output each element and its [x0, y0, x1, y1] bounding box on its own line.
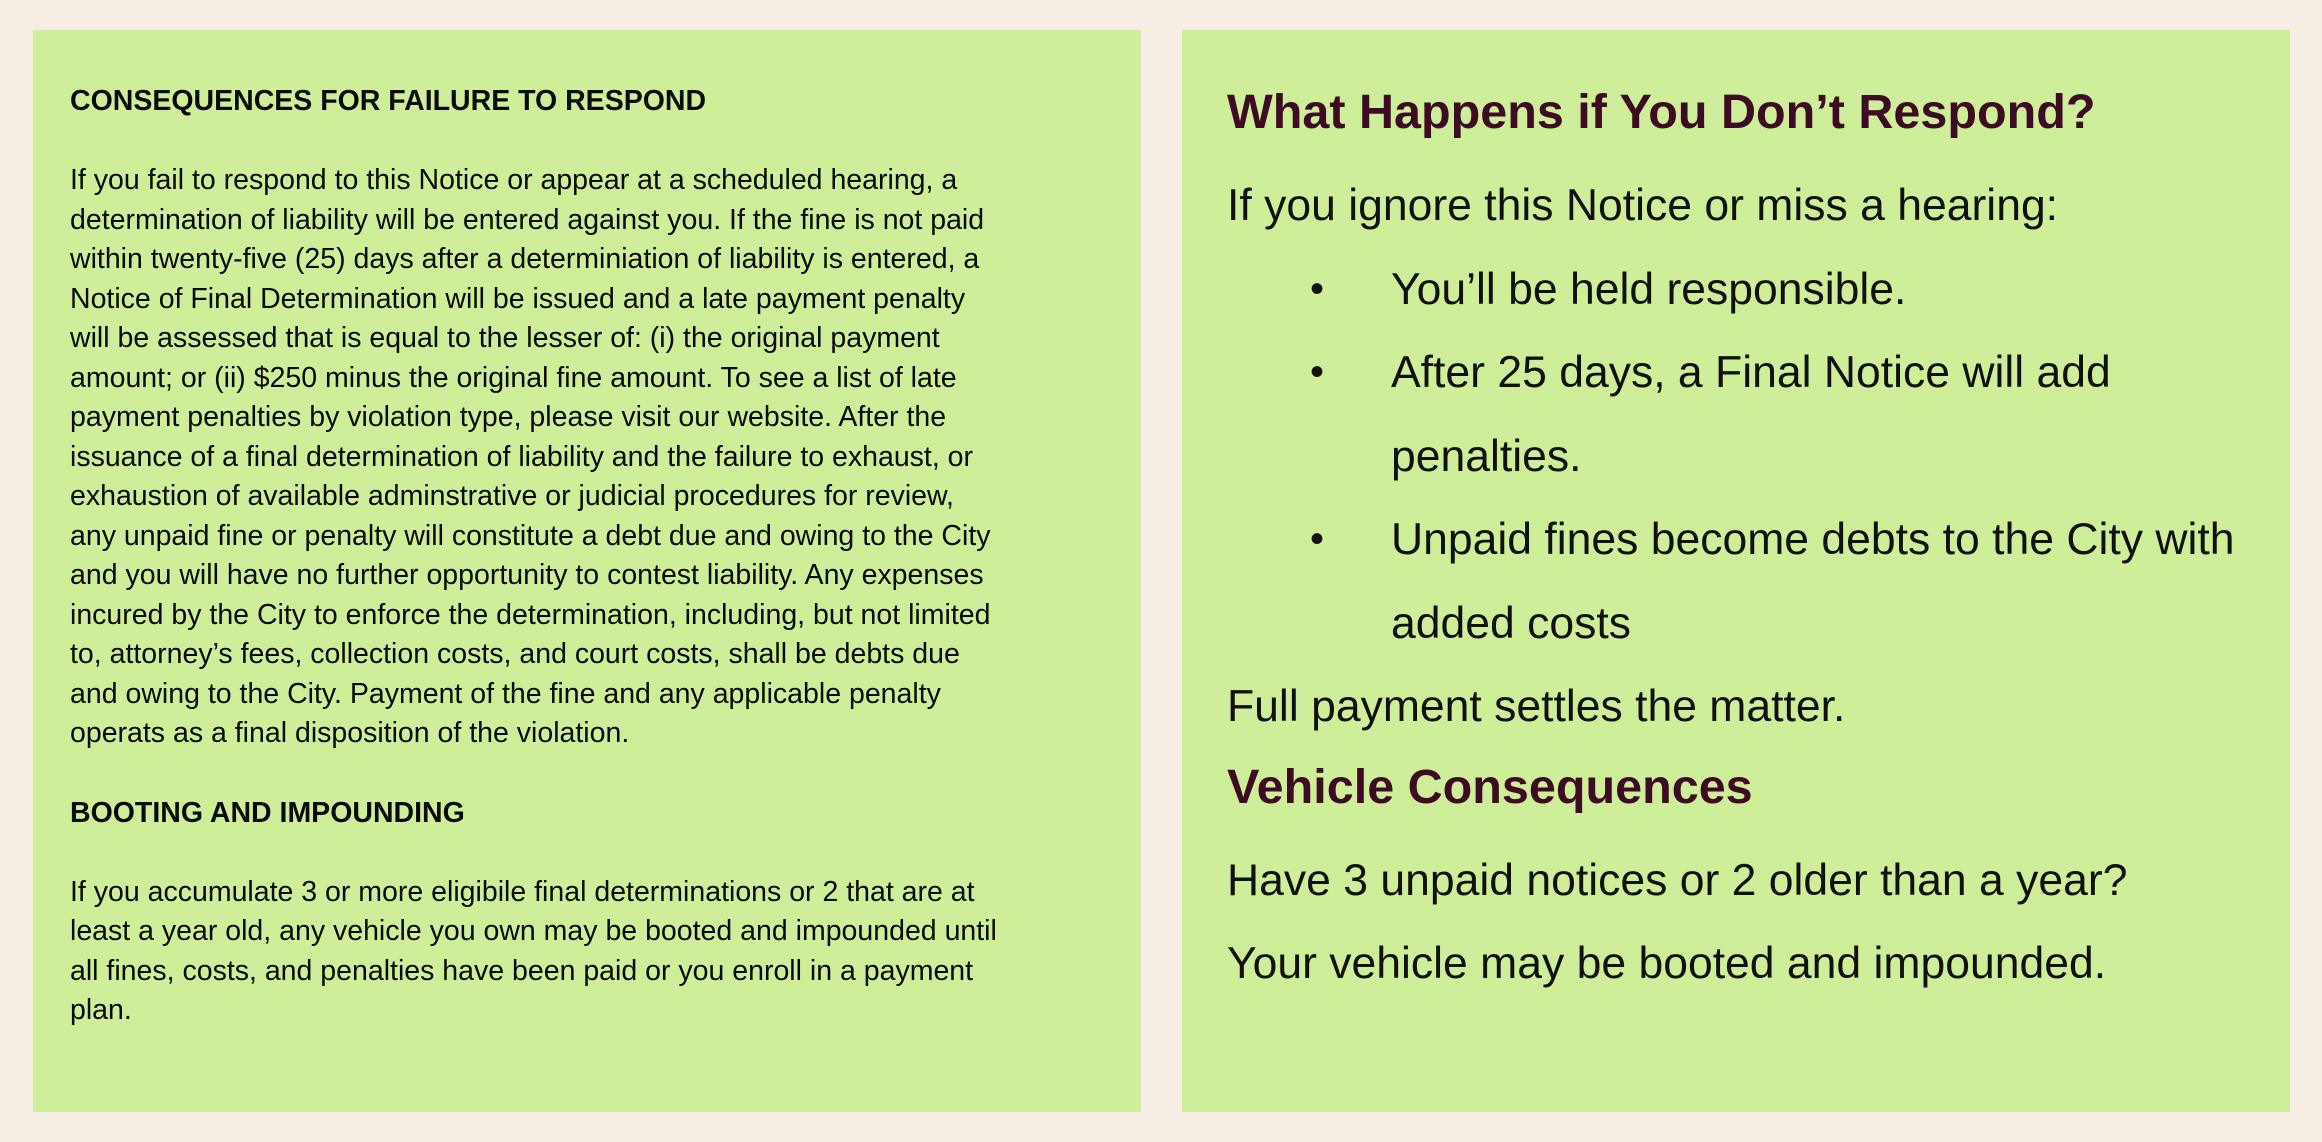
consequences-paragraph: If you fail to respond to this Notice or appear at a scheduled hearing, a determination of liability will be entered against you. If the fine is not paid within twenty-five (25) days after a determiniation of liability is entered, a Notice of Final Determination will be issued and a late payment penalty will be assessed that is equal to the lesser of: (i) the original payment amount; or (ii) $250 minus the original fine amount. To see a list of late payment penalties by violation type, please visit our website. After the issuance of a final determination of liability and the failure to exhaust, or exhaustion of available adminstrative or judicial procedures for review, any unpaid fine or penalty will constitute a debt due and owing to the City and you will have no further opportunity to contest liability. Any expenses incured by the City to enforce the determination, including, but not limited to, attorney’s fees, collection costs, and court costs, shall be debts due and owing to the City. Payment of the fine and any applicable penalty operats as a final disposition of the violation. [70, 164, 991, 749]
list-item-text: After 25 days, a Final Notice will add penalties. [1391, 348, 2111, 481]
what-happens-heading: What Happens if You Don’t Respond? [1227, 85, 2096, 139]
consequences-list [1227, 248, 2250, 666]
list-item [1227, 498, 2250, 665]
intro-text: If you ignore this Notice or miss a hearing: [1227, 181, 2059, 230]
plain-language-panel [1182, 30, 2290, 1112]
bullet-icon: • [1310, 266, 1325, 311]
consequences-heading: CONSEQUENCES FOR FAILURE TO RESPOND [70, 85, 707, 117]
vehicle-consequences-heading: Vehicle Consequences [1227, 759, 1753, 814]
booting-heading: BOOTING AND IMPOUNDING [70, 796, 465, 829]
list-item [1227, 248, 2250, 332]
list-item-text: You’ll be held responsible. [1391, 264, 1907, 314]
list-item-text: Unpaid fines become debts to the City with added costs [1391, 515, 2235, 648]
legal-notice-panel [33, 30, 1141, 1112]
closing-text: Full payment settles the matter. [1227, 682, 1846, 731]
bullet-icon: • [1310, 350, 1325, 394]
list-item [1227, 331, 2250, 498]
vehicle-line-2: Your vehicle may be booted and impounded. [1227, 939, 2107, 988]
booting-paragraph: If you accumulate 3 or more eligibile final determinations or 2 that are at least a year old, any vehicle you own may be booted and impounded until all fines, costs, and penalties have been paid or you enroll in a payment plan. [70, 875, 997, 1026]
vehicle-line-1: Have 3 unpaid notices or 2 older than a year? [1227, 855, 2128, 905]
bullet-icon: • [1310, 517, 1325, 561]
